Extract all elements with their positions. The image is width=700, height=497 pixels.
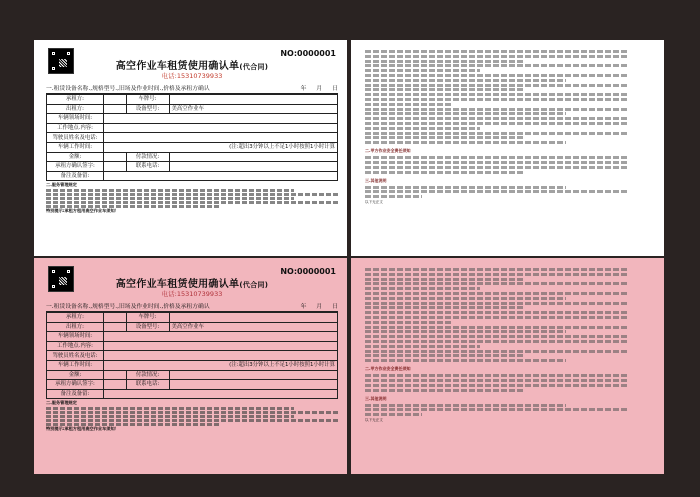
work-location-field[interactable] [104, 341, 338, 351]
remarks-field[interactable] [104, 389, 338, 399]
model-value: 美高空作业车 [169, 104, 337, 114]
safety-section-title: 二.甲方作业安全责任须知 [365, 148, 411, 154]
title-text: 高空作业车租赁使用确认单 [115, 61, 240, 72]
billing-note: (注:超出3分钟以上不足1小时按照1小时计算 [104, 142, 338, 152]
form-front-white [34, 40, 347, 256]
notes-title: 二.服务管理规定 [46, 182, 77, 188]
section-header [46, 300, 338, 312]
form-front-pink [34, 258, 347, 474]
notes-title: 二.服务管理规定 [46, 400, 77, 406]
form-back-white [351, 40, 664, 256]
lessor-label: 出租方: [47, 104, 104, 114]
payment-label: 付款情况: [126, 152, 169, 162]
section-header-text: 一.租赁设备名称.,规格型号.,旧场及作业时间.,价格及承租方确认 [46, 86, 210, 92]
exit-time-field[interactable] [104, 332, 338, 342]
exit-time-label: 车辆领场时间: [47, 114, 104, 124]
plate-label: 车牌号: [126, 95, 169, 105]
signature-label: 承租方确认签字: [47, 162, 104, 172]
contact-label: 联系电话: [126, 162, 169, 172]
lessor-field[interactable] [104, 104, 127, 114]
work-location-label: 工作地点.内容: [47, 341, 104, 351]
work-time-label: 车辆工作时间: [47, 360, 104, 370]
remarks-label: 备注及备留: [47, 171, 104, 181]
phone-number: 电话:15310739933 [161, 290, 223, 298]
service-notes [46, 401, 338, 431]
service-notes [46, 183, 338, 213]
payment-field[interactable] [169, 152, 337, 162]
renter-field[interactable] [104, 313, 127, 323]
exit-time-field[interactable] [104, 114, 338, 124]
title-text: 高空作业车租赁使用确认单 [115, 279, 240, 290]
footer-note: 特别提示:承租方租用高空作业车须知！ [46, 425, 119, 431]
date-fields: 年 月 日 [300, 86, 338, 92]
section-header [46, 82, 338, 94]
document-number: NO:0000001 [280, 267, 336, 276]
renter-label: 承租方: [47, 313, 104, 323]
form-header [46, 46, 338, 82]
safety-section-title: 二.甲方作业安全责任须知 [365, 366, 411, 372]
renter-label: 承租方: [47, 95, 104, 105]
rental-form-table [46, 94, 338, 181]
document-number: NO:0000001 [280, 49, 336, 58]
plate-field[interactable] [169, 95, 337, 105]
title-suffix: (代合同) [239, 63, 269, 71]
title-suffix: (代合同) [239, 281, 269, 289]
signature-label: 承租方确认签字: [47, 380, 104, 390]
form-back-pink [351, 258, 664, 474]
phone-number: 电话:15310739933 [161, 72, 223, 80]
document-title [46, 275, 338, 290]
plate-field[interactable] [169, 313, 337, 323]
contact-field[interactable] [169, 162, 337, 172]
driver-field[interactable] [104, 133, 338, 143]
end-text: 以下无正文 [365, 417, 383, 422]
amount-field[interactable] [104, 152, 127, 162]
date-fields: 年 月 日 [300, 304, 338, 310]
amount-label: 金额: [47, 152, 104, 162]
contact-field[interactable] [169, 380, 337, 390]
section-header-text: 一.租赁设备名称.,规格型号.,旧场及作业时间.,价格及承租方确认 [46, 304, 210, 310]
lessor-label: 出租方: [47, 322, 104, 332]
work-location-field[interactable] [104, 123, 338, 133]
model-value: 美高空作业车 [169, 322, 337, 332]
payment-field[interactable] [169, 370, 337, 380]
other-section-title: 三.其他说明 [365, 177, 387, 183]
exit-time-label: 车辆领场时间: [47, 332, 104, 342]
driver-field[interactable] [104, 351, 338, 361]
contact-label: 联系电话: [126, 380, 169, 390]
form-header [46, 264, 338, 300]
renter-field[interactable] [104, 95, 127, 105]
lessor-field[interactable] [104, 322, 127, 332]
remarks-field[interactable] [104, 171, 338, 181]
document-title [46, 57, 338, 72]
plate-label: 车牌号: [126, 313, 169, 323]
driver-label: 驾驶员姓名及电话: [47, 133, 104, 143]
signature-field[interactable] [104, 162, 127, 172]
amount-field[interactable] [104, 370, 127, 380]
model-label: 设备型号: [126, 322, 169, 332]
other-section-title: 三.其他说明 [365, 395, 387, 401]
work-location-label: 工作地点.内容: [47, 123, 104, 133]
payment-label: 付款情况: [126, 370, 169, 380]
billing-note: (注:超出3分钟以上不足1小时按照1小时计算 [104, 360, 338, 370]
end-text: 以下无正文 [365, 199, 383, 204]
signature-field[interactable] [104, 380, 127, 390]
remarks-label: 备注及备留: [47, 389, 104, 399]
work-time-label: 车辆工作时间: [47, 142, 104, 152]
amount-label: 金额: [47, 370, 104, 380]
footer-note: 特别提示:承租方租用高空作业车须知！ [46, 207, 119, 213]
model-label: 设备型号: [126, 104, 169, 114]
rental-form-table [46, 312, 338, 399]
driver-label: 驾驶员姓名及电话: [47, 351, 104, 361]
